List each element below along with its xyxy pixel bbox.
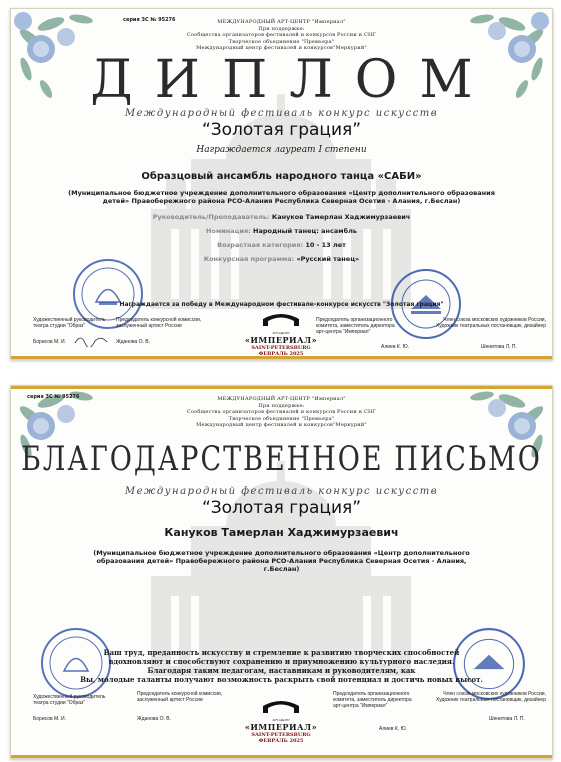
role-line: Член союза московских художников России,: [443, 691, 546, 697]
festival-subtitle: Международный фестиваль конкурс искусств: [124, 108, 439, 119]
age-label: Возрастная категория:: [217, 241, 304, 249]
organization-line: (Муниципальное бюджетное учреждение дополнительного образования «Центр дополнительного: [93, 549, 470, 557]
organization-text: [11, 189, 552, 205]
page-title: ДИПЛОМ: [90, 50, 495, 110]
logo-art-center: АРТ-ЦЕНТР: [272, 331, 290, 335]
role-line: театра студии "Образ": [33, 700, 86, 706]
program-value: «Русский танец»: [296, 255, 360, 263]
body-line: Вы, молодые таланты получают возможность раскрыть свой потенциал и достичь новых высот.: [80, 675, 483, 684]
gold-border: [11, 755, 552, 758]
signature-role-1: [33, 694, 105, 706]
signature-name-4: Шенитова Л. П.: [481, 344, 517, 350]
body-line: вдохновляют и способствуют сохранению и приумножению культурного наследия.: [108, 657, 455, 666]
logo-name: «ИМПЕРИАЛ»: [244, 722, 318, 732]
festival-name: “Золотая грация”: [201, 498, 362, 518]
role-line: Художник театральных постановщик, дизайнер: [436, 697, 546, 703]
role-line: заслуженный артист России: [137, 697, 203, 703]
organization-text: [11, 549, 552, 573]
leader-row: [11, 213, 552, 221]
role-line: арт-центра "Империал": [316, 329, 371, 335]
bridge-logo-icon: [261, 311, 301, 327]
role-line: Председатель конкурсной комиссии,: [116, 317, 202, 323]
age-value: 10 - 13 лет: [305, 241, 346, 249]
ensemble-name: Образцовый ансамбль народного танца «САБИ»: [141, 171, 422, 182]
header-line: Международный центр фестивалей и конкурсов"Меркурий": [196, 45, 367, 51]
laureate-degree: Награждается лауреат I степени: [196, 145, 367, 155]
signature-scribble-icon: [73, 333, 109, 347]
signature-role-2: [116, 317, 201, 329]
role-line: Художественный руководитель: [33, 317, 106, 323]
page-title: БЛАГОДАРСТВЕННОЕ ПИСЬМО: [21, 440, 542, 479]
header-block: [11, 396, 552, 429]
signature-role-4: [406, 317, 546, 329]
logo-date: ФЕВРАЛЬ 2025: [258, 738, 304, 744]
role-line: Председатель конкурсной комиссии,: [137, 691, 223, 697]
signature-role-4: [406, 691, 546, 703]
nomination-label: Номинация:: [205, 227, 251, 235]
role-line: Председатель организационного: [333, 691, 410, 697]
role-line: Член союза московских художников России,: [443, 317, 546, 323]
logo-city: SAINT-PETERSBURG: [251, 732, 311, 738]
organization-line: детей» Правобережного района РСО-Алания Республика Северная Осетия - Алания, г.Беслан): [102, 197, 461, 205]
organization-line: г.Беслан): [263, 565, 300, 573]
header-line: При поддержке:: [258, 25, 305, 32]
signature-role-1: [33, 317, 105, 329]
festival-name: “Золотая грация”: [201, 120, 362, 140]
body-line: Благодаря таким педагогам, наставникам и руководителям, как: [147, 666, 416, 675]
gratitude-letter-document: [10, 385, 553, 759]
signature-name-1: Борисов М. И.: [33, 339, 66, 345]
signature-name-3: Алиев К. Ю.: [381, 344, 410, 350]
logo-date: ФЕВРАЛЬ 2025: [258, 351, 304, 357]
nomination-row: [11, 227, 552, 235]
header-line: МЕЖДУНАРОДНЫЙ АРТ-ЦЕНТР "Империал": [217, 19, 346, 25]
gratitude-body: [11, 648, 552, 684]
recipient-name: Кануков Тамерлан Хаджимурзаевич: [164, 526, 399, 539]
organization-line: (Муниципальное бюджетное учреждение дополнительного образования «Центр дополнительного образования: [68, 189, 495, 197]
header-line: При поддержке:: [258, 402, 305, 409]
signature-role-2: [137, 691, 222, 703]
leader-value: Кануков Тамерлан Хаджимурзаевич: [271, 213, 411, 221]
award-line: Награждается за победу в Международном фестивале-конкурсе искусств "Золотая грация": [119, 301, 444, 308]
diploma-document: [10, 8, 553, 360]
imperial-logo: [236, 698, 326, 744]
header-line: Международный центр фестивалей и конкурсов"Меркурий": [196, 422, 367, 428]
program-label: Конкурсная программа:: [203, 255, 295, 263]
leader-label: Руководитель/Преподаватель:: [152, 213, 270, 221]
signature-name-1: Борисов М. И.: [33, 716, 66, 722]
header-line: Творческое объединение "Премьера": [228, 38, 335, 45]
header-line: Сообщества организаторов фестивалей и конкурсов России и СНГ: [186, 409, 377, 415]
header-line: Творческое объединение "Премьера": [228, 415, 335, 422]
bridge-logo-icon: [261, 698, 301, 714]
role-line: театра студии "Образ": [33, 323, 86, 329]
serial-number: серия ЗС № 95276: [123, 17, 176, 23]
signature-name-3: Алиев К. Ю.: [379, 726, 408, 732]
signature-name-2: Жданова О. В.: [116, 339, 151, 345]
role-line: Художественный руководитель: [33, 694, 106, 700]
header-line: Сообщества организаторов фестивалей и конкурсов России и СНГ: [186, 32, 377, 38]
festival-subtitle: Международный фестиваль конкурс искусств: [124, 486, 439, 497]
logo-art-center: АРТ-ЦЕНТР: [272, 718, 290, 722]
logo-name: «ИМПЕРИАЛ»: [244, 335, 318, 345]
role-line: Художник театральных постановщик, дизайнер: [436, 323, 546, 329]
organization-line: образования детей» Правобережного района РСО-Алания Республика Северная Осетия - Алания,: [96, 557, 467, 565]
age-row: [11, 241, 552, 249]
header-block: [11, 19, 552, 52]
imperial-logo: [236, 311, 326, 357]
body-line: Ваш труд, преданность искусству и стремление к развитию творческих способностей: [103, 648, 460, 657]
nomination-value: Народный танец: ансамбль: [253, 227, 357, 235]
role-line: заслуженный артист России: [116, 323, 182, 329]
role-line: арт-центра "Империал": [333, 703, 388, 709]
signature-name-2: Жданова О. В.: [137, 716, 172, 722]
signature-name-4: Шенитова Л. П.: [489, 716, 525, 722]
header-line: МЕЖДУНАРОДНЫЙ АРТ-ЦЕНТР "Империал": [217, 396, 346, 402]
signature-role-3: [333, 691, 412, 709]
role-line: Председатель организационного: [316, 317, 393, 323]
role-line: комитета, заместитель директора: [316, 323, 395, 329]
signature-role-3: [316, 317, 395, 335]
logo-city: SAINT-PETERSBURG: [251, 345, 311, 351]
serial-number: серия ЗС № 95276: [27, 394, 80, 400]
role-line: комитета, заместитель директора: [333, 697, 412, 703]
